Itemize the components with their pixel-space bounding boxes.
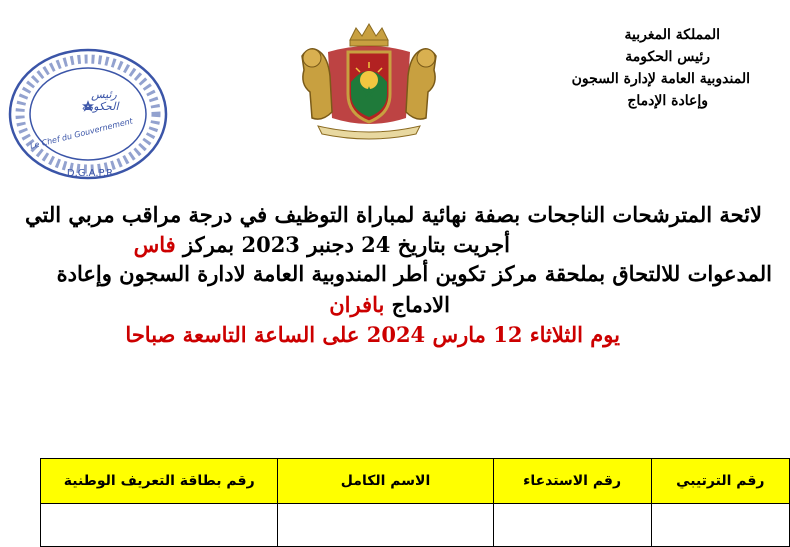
training-city: بافران xyxy=(329,292,385,317)
institution-header xyxy=(500,24,750,112)
header-rank: رقم الترتيبي xyxy=(651,459,789,504)
moroccan-coat-of-arms-emblem xyxy=(288,22,450,140)
table-cell xyxy=(651,504,789,547)
table-cell xyxy=(41,504,278,547)
official-stamp-seal xyxy=(0,40,180,190)
table-cell xyxy=(278,504,493,547)
header-summons-number: رقم الاستدعاء xyxy=(493,459,651,504)
header-national-id: رقم بطاقة التعريف الوطنية xyxy=(41,459,278,504)
header-full-name: الاسم الكامل xyxy=(278,459,493,504)
title-line-4-text: الادماج xyxy=(384,292,450,317)
exam-city: فاس xyxy=(133,232,176,257)
reporting-date: يوم الثلاثاء 12 مارس 2024 على الساعة التاسعة صباحا xyxy=(125,322,620,347)
title-line-3: المدعوات للالتحاق بملحقة مركز تكوين أطر المندوبية العامة لادارة السجون وإعادة xyxy=(56,261,772,286)
table-row xyxy=(41,504,790,547)
stamp-inner-french: Le Chef du Gouvernement xyxy=(29,116,134,151)
header-reintegration: وإعادة الإدماج xyxy=(627,93,708,109)
header-government: رئيس الحكومة xyxy=(625,49,710,65)
candidates-table xyxy=(40,458,790,547)
stamp-bottom-label: D.G.A.P.R xyxy=(66,168,114,179)
header-delegation: المندوبية العامة لإدارة السجون xyxy=(571,71,750,87)
title-line-4 xyxy=(329,292,450,317)
stamp-inner-arabic-1: رئيس xyxy=(91,88,117,101)
table-header-row xyxy=(41,459,790,504)
title-line-1: لائحة المترشحات الناجحات بصفة نهائية لمباراة التوظيف في درجة مراقب مربي التي xyxy=(25,202,762,227)
title-line-2 xyxy=(134,232,510,257)
header-kingdom: المملكة المغربية xyxy=(624,27,720,43)
stamp-inner-arabic-2: الحكومة xyxy=(81,100,119,113)
table-cell xyxy=(493,504,651,547)
title-line-2-text: أجريت بتاريخ 24 دجنبر 2023 بمركز xyxy=(175,232,510,257)
